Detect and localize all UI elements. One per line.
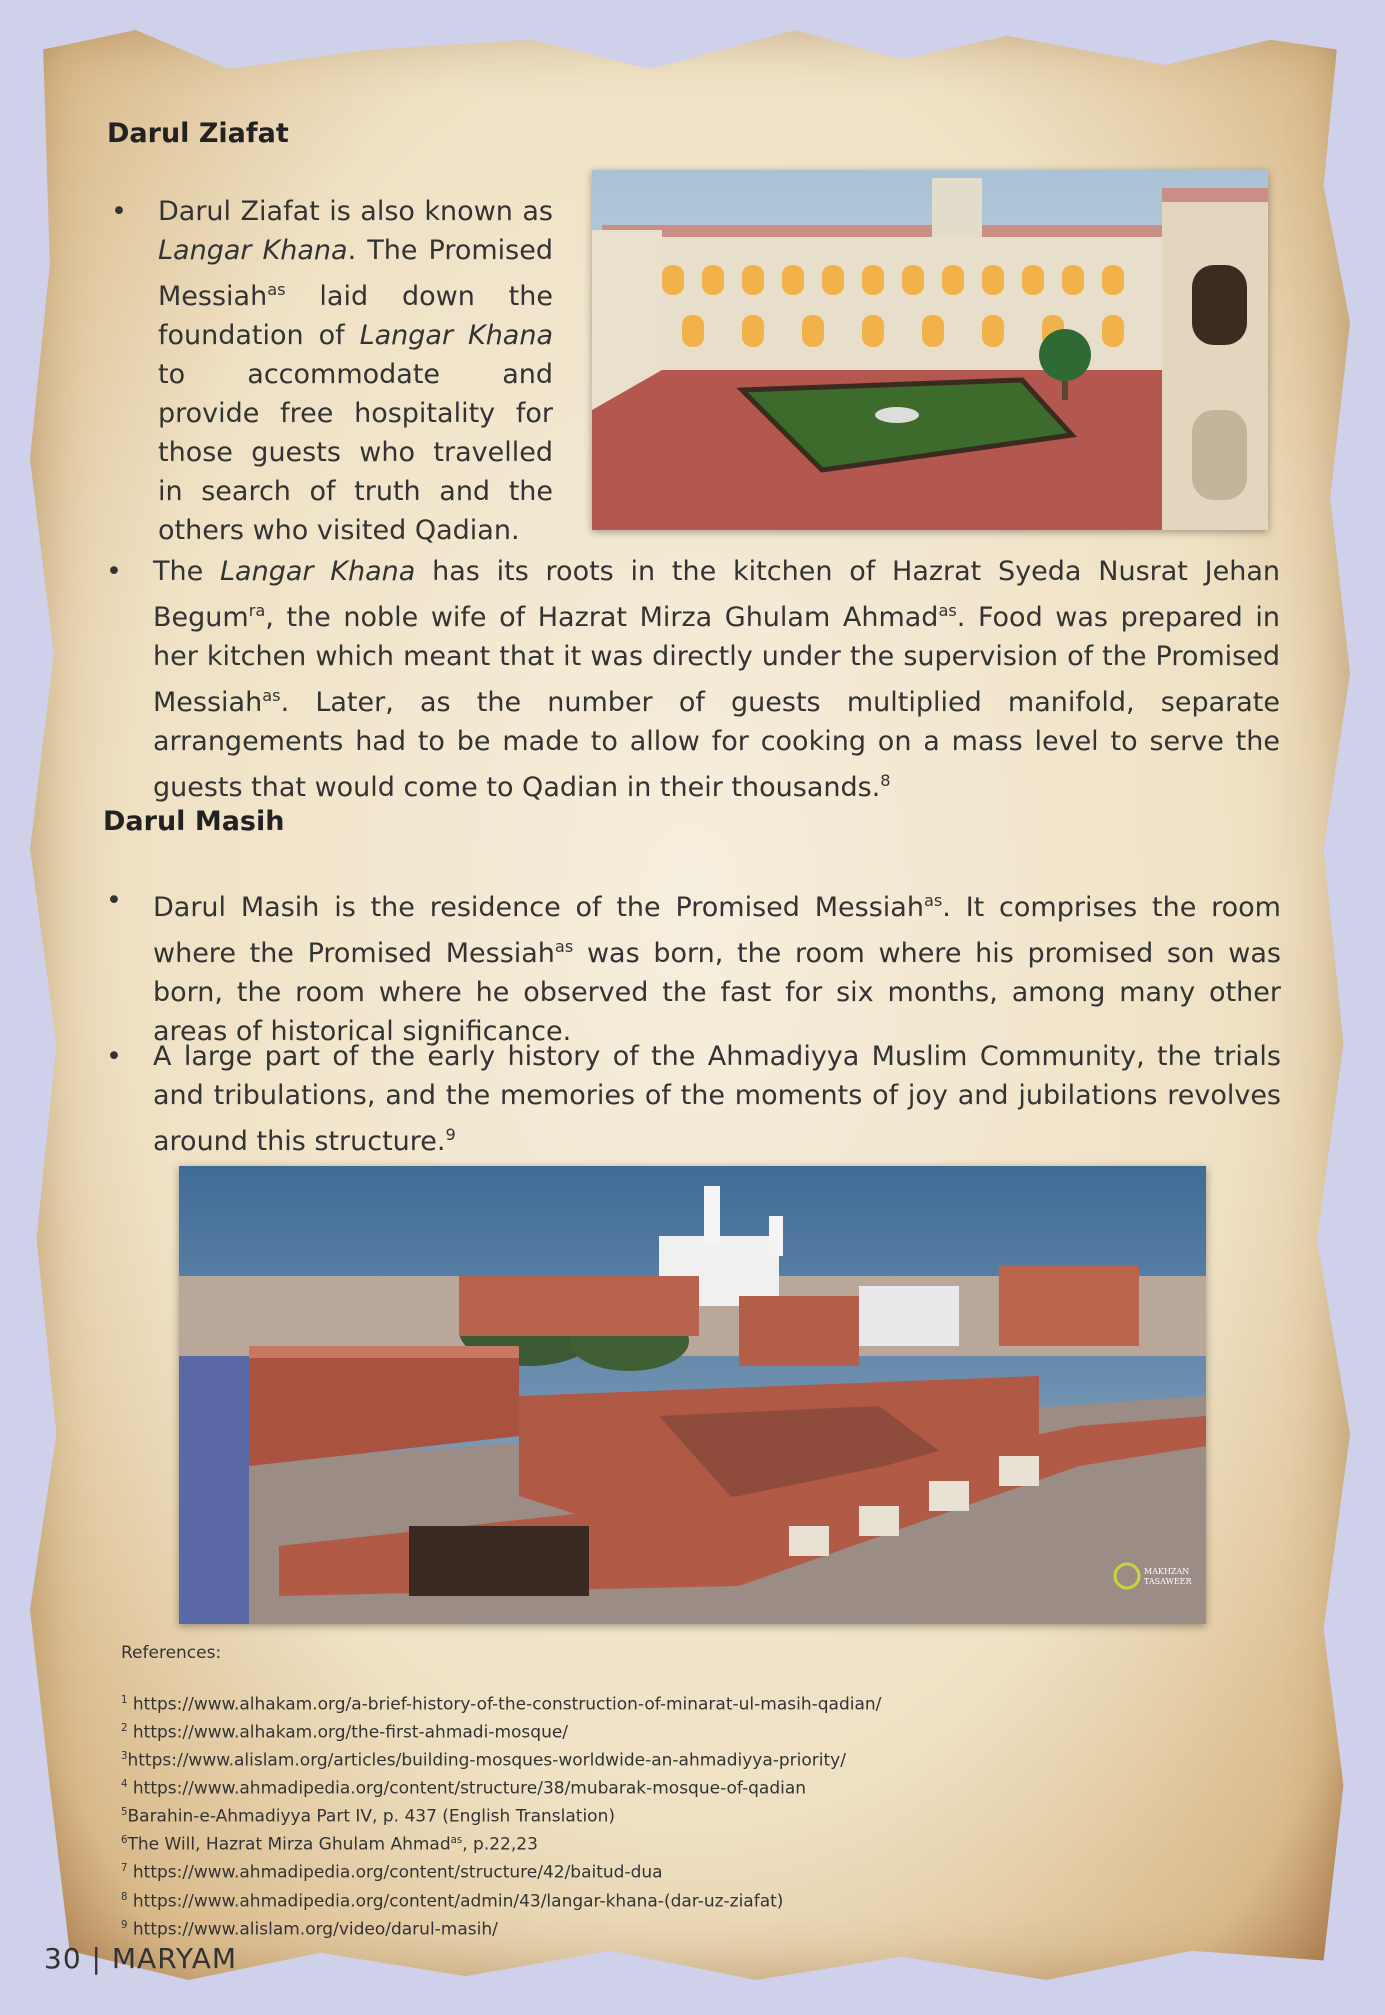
honorific-sup: as	[938, 601, 957, 620]
heading-darul-ziafat: Darul Ziafat	[107, 118, 289, 149]
reference-item: $^4$ https://www.ahmadipedia.org/content/structure/38/mubarak-mosque-of-qadian	[121, 1778, 807, 1799]
magazine-name: MARYAM	[111, 1942, 238, 1975]
text: was born, the room where his promised son was born, the room where he observed the fast for six months, among many other areas of historical significance.	[153, 938, 1281, 1047]
photo-watermark-logo: MAKHZAN	[1144, 1567, 1190, 1576]
text: . It comprises the room where the Promised Messiah	[153, 892, 1281, 969]
reference-item: $^9$ https://www.alislam.org/video/darul-masih/	[121, 1919, 498, 1940]
footnote-ref: 9	[445, 1125, 456, 1144]
reference-item: $^1$ https://www.alhakam.org/a-brief-history-of-the-construction-of-minarat-ul-masih-qadian/	[121, 1694, 882, 1715]
langar-khana-photo	[592, 170, 1268, 530]
text: has its roots in the kitchen of Hazrat Syeda Nusrat Jehan Begum	[153, 556, 1280, 633]
honorific-sup: as	[923, 891, 943, 910]
reference-item: $^2$ https://www.alhakam.org/the-first-ahmadi-mosque/	[121, 1722, 569, 1743]
text: Darul Ziafat is also known as	[158, 196, 553, 227]
text: Darul Masih is the residence of the Promised Messiah	[153, 892, 924, 923]
reference-link[interactable]: https://www.ahmadipedia.org/content/admin/43/langar-khana-(dar-uz-ziafat)	[127, 1891, 784, 1912]
reference-item: $^5$Barahin-e-Ahmadiyya Part IV, p. 437 (English Translation)	[121, 1806, 615, 1827]
text: The	[153, 556, 221, 587]
honorific-sup: as	[554, 937, 574, 956]
reference-link[interactable]: https://www.ahmadipedia.org/content/structure/38/mubarak-mosque-of-qadian	[127, 1778, 807, 1799]
reference-text: , p.22,23	[462, 1834, 538, 1855]
reference-link[interactable]: https://www.alislam.org/articles/building-mosques-worldwide-an-ahmadiyya-priority/	[127, 1750, 846, 1771]
text-italic: Langar Khana	[359, 320, 554, 351]
reference-text: The Will, Hazrat Mirza Ghulam Ahmad	[127, 1834, 451, 1855]
ziafat-bullet-1	[158, 192, 553, 550]
reference-link[interactable]: https://www.alhakam.org/a-brief-history-of-the-construction-of-minarat-ul-masih-qadian/	[127, 1694, 882, 1715]
ziafat-bullet-2	[153, 552, 1280, 807]
text: , the noble wife of Hazrat Mirza Ghulam Ahmad	[265, 602, 939, 633]
references-title: References:	[121, 1643, 222, 1663]
honorific-sup: ra	[248, 601, 266, 620]
heading-darul-masih: Darul Masih	[103, 806, 285, 837]
page-number: 30	[44, 1942, 82, 1975]
text: laid down the foundation of	[158, 281, 553, 351]
reference-item: $^3$https://www.alislam.org/articles/building-mosques-worldwide-an-ahmadiyya-priority/	[121, 1750, 846, 1771]
reference-item: $^8$ https://www.ahmadipedia.org/content/admin/43/langar-khana-(dar-uz-ziafat)	[121, 1891, 784, 1912]
reference-item: $^6$The Will, Hazrat Mirza Ghulam Ahmad$^{as}$, p.22,23	[121, 1834, 538, 1855]
footnote-ref: 8	[880, 771, 891, 790]
page-footer	[44, 1942, 237, 1975]
darul-masih-illustration	[179, 1166, 1206, 1624]
honorific-sup: as	[267, 280, 286, 299]
courtyard-illustration	[592, 170, 1268, 530]
reference-text: Barahin-e-Ahmadiyya Part IV, p. 437 (English Translation)	[127, 1806, 615, 1827]
reference-link[interactable]: https://www.ahmadipedia.org/content/structure/42/baitud-dua	[127, 1863, 663, 1884]
honorific-sup: as	[262, 686, 281, 705]
text: to accommodate and provide free hospitality for those guests who travelled in search of truth and the others who visited Qadian.	[158, 359, 553, 546]
text-italic: Langar Khana	[220, 556, 416, 587]
reference-item: $^7$ https://www.ahmadipedia.org/content/structure/42/baitud-dua	[121, 1863, 663, 1884]
text: . Food was prepared in her kitchen which meant that it was directly under the supervision of the Promised Messiah	[153, 602, 1280, 718]
text: . Later, as the number of guests multiplied manifold, separate arrangements had to be made to allow for cooking on a mass level to serve the guests that would come to Qadian in their thousands.	[153, 687, 1280, 803]
darul-masih-photo	[179, 1166, 1206, 1624]
reference-link[interactable]: https://www.alislam.org/video/darul-masih/	[127, 1919, 498, 1940]
references	[121, 1642, 1221, 1942]
masih-bullet-2	[153, 1037, 1281, 1161]
reference-link[interactable]: https://www.alhakam.org/the-first-ahmadi-mosque/	[127, 1722, 569, 1743]
text: . The Promised Messiah	[158, 235, 554, 312]
svg-text:TASAWEER: TASAWEER	[1144, 1577, 1192, 1586]
text: A large part of the early history of the Ahmadiyya Muslim Community, the trials and tribulations, and the memories of the moments of joy and jubilations revolves around this structure.	[153, 1041, 1281, 1157]
masih-bullet-1	[153, 881, 1281, 1051]
text-italic: Langar Khana	[158, 235, 348, 266]
footer-separator: |	[81, 1942, 112, 1975]
